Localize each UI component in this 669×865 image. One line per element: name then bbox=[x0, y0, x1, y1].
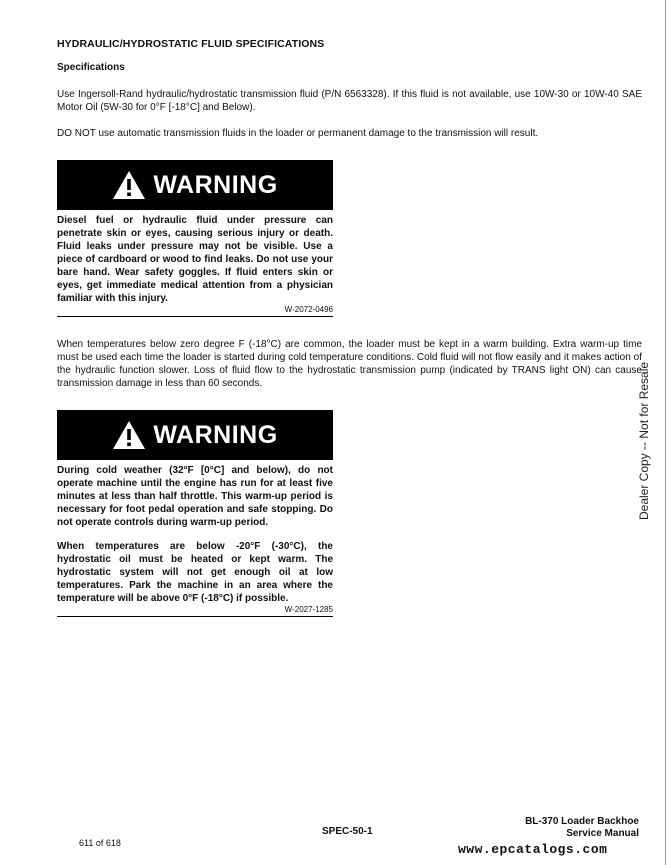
section-subheading: Specifications bbox=[57, 62, 125, 73]
section-heading: HYDRAULIC/HYDROSTATIC FLUID SPECIFICATIONS bbox=[57, 38, 325, 50]
paragraph-no-atf: DO NOT use automatic transmission fluids in the loader or permanent damage to the transmission will result. bbox=[57, 128, 539, 139]
warning-text: When temperatures are below -20°F (-30°C), the hydrostatic oil must be heated or kept warm. The hydrostatic system will not get enough oil at low temperatures. Park the machine in an area where the temperature will be above 0°F (-18°C) if possible. bbox=[57, 541, 333, 604]
warning-text: During cold weather (32°F [0°C] and below), do not operate machine until the engine has run for at least five minutes at less than half throttle. This warm-up period is necessary for foot pedal operation and safe stopping. Do not operate controls during warm-up period. bbox=[57, 465, 333, 528]
warning-label: WARNING bbox=[153, 170, 278, 199]
warning-text: Diesel fuel or hydraulic fluid under pressure can penetrate skin or eyes, causing serious injury or death. Fluid leaks under pressure may not be visible. Use a piece of cardboard or wood to find leaks. Do not use your bare hand. Wear safety goggles. If fluid enters skin or eyes, get immediate medical attention from a physician familiar with this injury. bbox=[57, 215, 333, 304]
warning-body bbox=[57, 464, 333, 605]
footer-title-line2: Service Manual bbox=[566, 828, 639, 839]
warning-box-pressure bbox=[57, 160, 333, 317]
warning-header bbox=[57, 160, 333, 210]
paragraph-cold-weather: When temperatures below zero degree F (-18°C) are common, the loader must be kept in a warm building. Extra warm-up time must be used each time the loader is started during cold temperature conditions. Cold fluid will not flow easily and it makes action of the hydraulic function slower. Loss of fluid flow to the hydrostatic transmission pump (indicated by TRANS light ON) can cause transmission damage in less than 60 seconds. bbox=[57, 339, 642, 389]
footer-title bbox=[525, 816, 639, 840]
warning-code: W-2072-0496 bbox=[57, 305, 333, 317]
footer-page-count: 611 of 618 bbox=[79, 838, 121, 848]
dealer-copy-note: Dealer Copy -- Not for Resale bbox=[637, 361, 651, 520]
warning-box-cold bbox=[57, 410, 333, 617]
warning-label: WARNING bbox=[153, 420, 278, 449]
footer-title-line1: BL-370 Loader Backhoe bbox=[525, 816, 639, 827]
warning-triangle-icon bbox=[112, 170, 146, 200]
warning-body bbox=[57, 214, 333, 305]
warning-triangle-icon bbox=[112, 420, 146, 450]
warning-header bbox=[57, 410, 333, 460]
watermark-url: www.epcatalogs.com bbox=[458, 842, 608, 857]
footer-page-code: SPEC-50-1 bbox=[322, 826, 373, 837]
paragraph-fluid-spec: Use Ingersoll-Rand hydraulic/hydrostatic transmission fluid (P/N 6563328). If this fluid is not available, use 10W-30 or 10W-40 SAE Motor Oil (5W-30 for 0°F [-18°C] and Below). bbox=[57, 89, 642, 113]
warning-code: W-2027-1285 bbox=[57, 605, 333, 617]
